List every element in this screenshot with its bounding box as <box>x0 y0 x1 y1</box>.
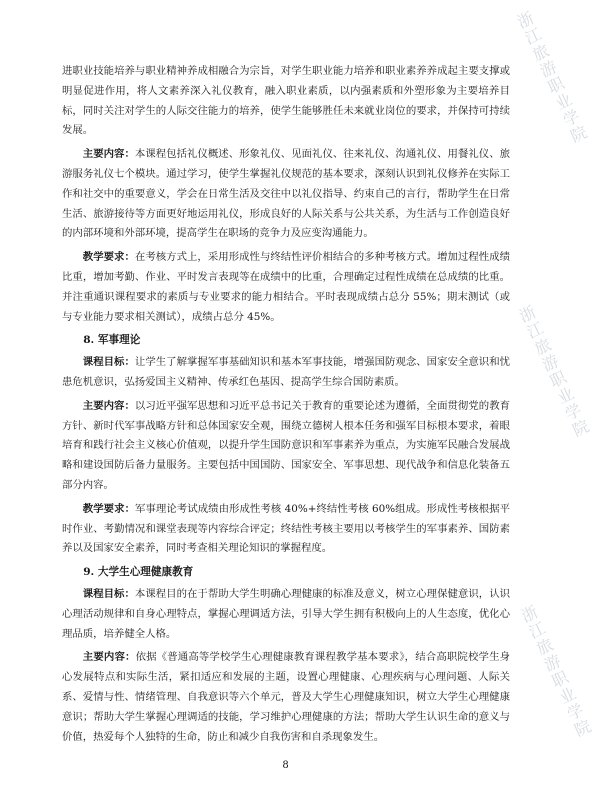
page-number: 8 <box>282 760 289 771</box>
watermark: 浙江旅游职业学院 <box>514 302 593 442</box>
course8-goal-paragraph <box>62 353 510 393</box>
course8-heading: 8. 军事理论 <box>83 334 141 347</box>
watermark: 浙江旅游职业学院 <box>516 602 595 742</box>
course7-req-text: 在考核方式上，采用形成性与终结性评价相结合的多种考核方式。增加过程性成绩比重，增加考勤、作业、平时发言表现等在成绩中的比重，合理确定过程性成绩在总成绩的比重。并注重通识课程要求的素质与专业要求的能力相结合。平时表现成绩占总分 55%；期末测试（或与专业能力要求相关测试），成绩占总分 45%。 <box>62 251 511 323</box>
course9-goal-label: 课程目标： <box>82 587 135 600</box>
page-content <box>62 62 510 751</box>
course7-requirements-paragraph <box>62 248 510 327</box>
watermark: 浙江旅游职业学院 <box>512 8 591 148</box>
course8-req-text: 军事理论考试成绩由形成性考核 40%+终结性考核 60%组成。形成性考核根据平时作业、考勤情况和课堂表现等内容综合评定；终结性考核主要用以考核学生的军事素养、国防素养以及国家安全素养，同时考查相关理论知识的掌握程度。 <box>62 502 511 555</box>
course9-goal-text: 本课程目的在于帮助大学生明确心理健康的标准及意义，树立心理保健意识，认识心理活动规律和自身心理特点，掌握心理调适方法，引导大学生拥有积极向上的人生态度，优化心理品质，培养健全人格。 <box>62 587 511 640</box>
course8-content-text: 以习近平强军思想和习近平总书记关于教育的重要论述为遵循，全面贯彻党的教育方针、新时代军事战略方针和总体国家安全观，围绕立德树人根本任务和强军目标根本要求，着眼培育和践行社会主义核心价值观，以提升学生国防意识和军事素养为重点，为实施军民融合发展战略和建设国防后备力量服务。主要包括中国国防、国家安全、军事思想、现代战争和信息化装备五部分内容。 <box>62 399 511 491</box>
course8-content-paragraph <box>62 397 510 496</box>
course7-req-label: 教学要求： <box>82 251 135 264</box>
course9-goal-paragraph <box>62 585 510 644</box>
course9-content-paragraph <box>62 648 510 747</box>
course8-req-label: 教学要求： <box>82 502 136 515</box>
course8-requirements-paragraph <box>62 500 510 559</box>
course9-content-label: 主要内容： <box>82 651 136 664</box>
course8-goal-label: 课程目标： <box>82 356 135 369</box>
course9-content-text: 依据《普通高等学校学生心理健康教育课程教学基本要求》，结合高职院校学生身心发展特点和实际生活，紧扣适应和发展的主题，设置心理健康、心理疾病与心理问题、人际关系、爱情与性、情绪管理、自我意识等六个单元，普及大学生心理健康知识，树立大学生心理健康意识；帮助大学生掌握心理调适的技能，学习维护心理健康的方法；帮助大学生认识生命的意义与价值，热爱每个人独特的生命，防止和减少自我伤害和自杀现象发生。 <box>62 651 511 743</box>
course7-content-text: 本课程包括礼仪概述、形象礼仪、见面礼仪、往来礼仪、沟通礼仪、用餐礼仪、旅游服务礼仪七个模块。通过学习，使学生掌握礼仪规范的基本要求，深刻认识到礼仪修养在实际工作和社交中的重要意义，学会在日常生活及交往中以礼仪指导、约束自己的言行，帮助学生在日常生活、旅游接待等方面更好地运用礼仪，形成良好的人际关系与公共关系，为生活与工作创造良好的内部环境和外部环境，提高学生在职场的竞争力及应变沟通能力。 <box>62 148 511 240</box>
course9-heading: 9. 大学生心理健康教育 <box>83 566 194 579</box>
course8-content-label: 主要内容： <box>82 399 135 412</box>
course7-content-label: 主要内容： <box>82 148 135 161</box>
course7-content-paragraph <box>62 145 510 244</box>
course8-goal-text: 让学生了解掌握军事基础知识和基本军事技能，增强国防观念、国家安全意识和忧患危机意识，弘扬爱国主义精神、传承红色基因、提高学生综合国防素质。 <box>62 356 511 388</box>
intro-paragraph: 进职业技能培养与职业精神养成相融合为宗旨，对学生职业能力培养和职业素养养成起主要支撑或明显促进作用，将人文素养深入礼仪教育，融入职业素质，以内强素质和外塑形象为主要培养目标，同时关注对学生的人际交往能力的培养，使学生能够胜任未来就业岗位的要求，并保持可持续发展。 <box>62 65 510 137</box>
